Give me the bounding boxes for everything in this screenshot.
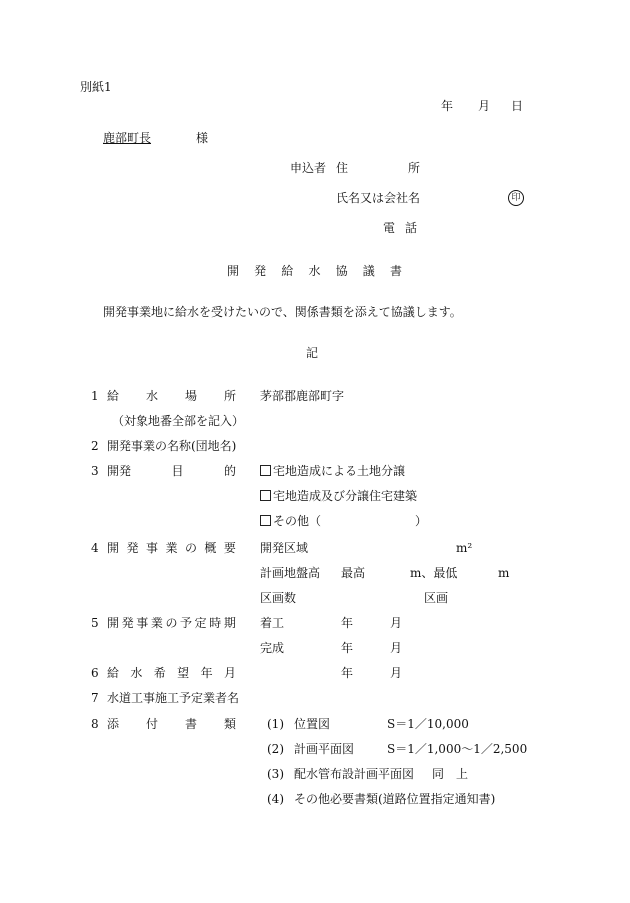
item3-option1: 宅地造成による土地分譲: [260, 464, 405, 478]
item5-label: 開 発 事 業 の 予 定 時 期: [107, 616, 236, 630]
name-label: 氏名又は会社名: [336, 191, 421, 205]
date-day: 日: [511, 99, 524, 113]
doc3-number: (3): [267, 767, 284, 781]
checkbox-icon: [260, 465, 271, 476]
item3-number: 3: [91, 464, 99, 478]
addressee-name: 鹿部町長: [103, 131, 152, 145]
doc1-name: 位置図: [294, 717, 331, 731]
doc2-name: 計画平面図: [294, 742, 355, 756]
item2-number: 2: [91, 439, 99, 453]
item2-label: 開発事業の名称(団地名): [107, 439, 237, 453]
phone-label: 電 話: [383, 221, 417, 235]
addressee: [103, 131, 207, 145]
checkbox-icon: [260, 515, 271, 526]
doc2-scale: S＝1／1,000～1／2,500: [387, 742, 528, 756]
item3-option2: 宅地造成及び分譲住宅建築: [260, 489, 417, 503]
item1-note: （対象地番全部を記入）: [112, 414, 245, 428]
item1-label: 給 水 場 所: [107, 389, 236, 403]
item6-label: 給 水 希 望 年 月: [107, 666, 236, 680]
doc1-number: (1): [267, 717, 284, 731]
item5-start: 着工: [260, 616, 285, 630]
doc4-number: (4): [267, 792, 284, 806]
item5-finish-year: 年: [341, 641, 354, 655]
checkbox-icon: [260, 490, 271, 501]
attachment-label: 別紙1: [80, 80, 112, 94]
item4-label: 開 発 事 業 の 概 要: [107, 541, 236, 555]
item4-min-unit: m: [498, 566, 510, 580]
item4-number: 4: [91, 541, 99, 555]
item3-close-paren: ）: [415, 514, 428, 528]
item8-number: 8: [91, 717, 99, 731]
item4-area: 開発区域: [260, 541, 309, 555]
item7-label: 水道工事施工予定業者名: [107, 691, 240, 705]
item1-number: 1: [91, 389, 99, 403]
item5-start-month: 月: [390, 616, 403, 630]
doc1-scale: S＝1／10,000: [387, 717, 469, 731]
document-title: 開 発 給 水 協 議 書: [227, 264, 402, 278]
date-year: 年: [441, 99, 454, 113]
addressee-honorific: 様: [196, 131, 209, 145]
item4-ground: 計画地盤高: [260, 566, 321, 580]
item5-start-year: 年: [341, 616, 354, 630]
item3-label: 開発 目 的: [107, 464, 236, 478]
item4-area-unit: m²: [456, 541, 473, 555]
item4-lots: 区画数: [260, 591, 297, 605]
date-month: 月: [478, 99, 491, 113]
ki-mark: 記: [306, 346, 319, 360]
item3-option3: その他（: [260, 514, 321, 528]
item5-finish: 完成: [260, 641, 285, 655]
item5-finish-month: 月: [390, 641, 403, 655]
item8-label: 添 付 書 類: [107, 717, 236, 731]
item4-max: 最高: [341, 566, 366, 580]
item4-lots-unit: 区画: [424, 591, 449, 605]
item4-max-unit: m、最低: [410, 566, 458, 580]
doc4-name: その他必要書類(道路位置指定通知書): [294, 792, 496, 806]
doc3-name: 配水管布設計画平面図: [294, 767, 415, 781]
item1-value: 茅部郡鹿部町字: [260, 389, 345, 403]
applicant-role: 申込者: [290, 161, 327, 175]
item6-year: 年: [341, 666, 354, 680]
doc2-number: (2): [267, 742, 284, 756]
item5-number: 5: [91, 616, 99, 630]
address-label: 住 所: [336, 161, 420, 175]
seal-mark: 印: [508, 190, 524, 206]
item6-number: 6: [91, 666, 99, 680]
item7-number: 7: [91, 691, 99, 705]
intro-text: 開発事業地に給水を受けたいので、関係書類を添えて協議します。: [103, 305, 462, 319]
doc3-scale: 同 上: [432, 767, 469, 781]
item6-month: 月: [390, 666, 403, 680]
